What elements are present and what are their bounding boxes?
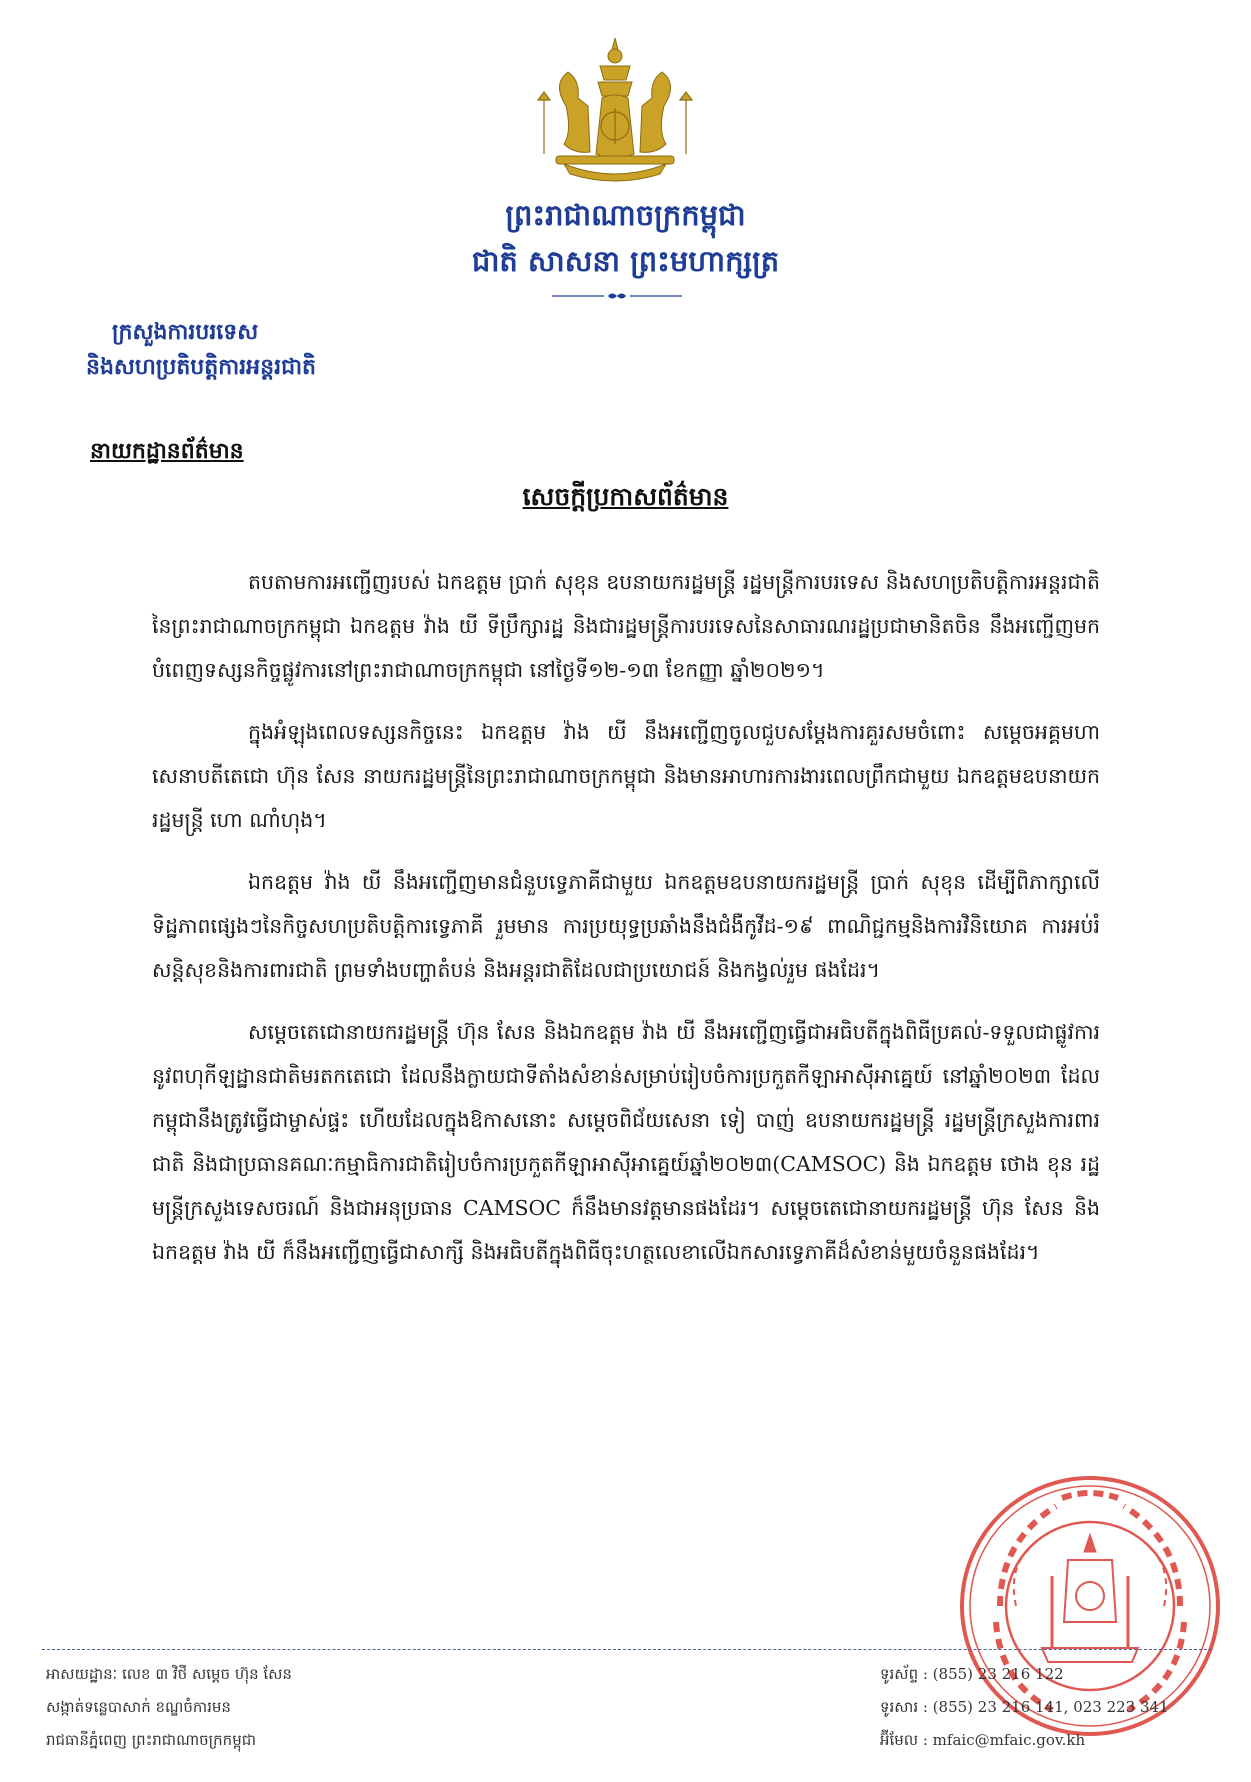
address-line: សង្កាត់ទន្លេបាសាក់ ខណ្ឌចំការមន [46,1698,231,1716]
footer-divider [42,1649,1212,1650]
phone-number: ទូរស័ព្ទ : (855) 23 216 122 [880,1665,1064,1683]
body-paragraph: ក្នុងអំឡុងពេលទស្សនកិច្ចនេះ ឯកឧត្តម វ៉ាង យី នឹងអញ្ជើញចូលជួបសម្តែងការគួរសមចំពោះ សម្តេចអគ្គមហាសេនាបតីតេជោ ហ៊ុន សែន នាយករដ្ឋមន្ត្រីនៃព្រះរាជាណាចក្រកម្ពុជា និងមានអាហារការងារពេលព្រឹកជាមួយ ឯកឧត្តមឧបនាយករដ្ឋមន្ត្រី ហោ ណាំហុង។ [152,720,1100,832]
decorative-divider-ornament [552,291,682,301]
email-address: អ៊ីមែល : mfaic@mfaic.gov.kh [880,1731,1086,1749]
ministry-name-line1: ក្រសួងការបរទេស [112,319,259,345]
body-paragraph: សម្តេចតេជោនាយករដ្ឋមន្ត្រី ហ៊ុន សែន និងឯកឧត្តម វ៉ាង យី នឹងអញ្ជើញធ្វើជាអធិបតីក្នុងពិធីប្រគល់-ទទួលជាផ្លូវការនូវពហុកីឡដ្ឋានជាតិមរតកតេជោ ដែលនឹងក្លាយជាទីតាំងសំខាន់សម្រាប់រៀបចំការប្រកួតកីឡាអាស៊ីអាគ្នេយ៍ នៅឆ្នាំ២០២៣ ដែលកម្ពុជានឹងត្រូវធ្វើជាម្ចាស់ផ្ទះ ហើយដែលក្នុងឱកាសនោះ សម្តេចពិជ័យសេនា ទៀ បាញ់ ឧបនាយករដ្ឋមន្ត្រី រដ្ឋមន្ត្រីក្រសួងការពារជាតិ និងជាប្រធានគណៈកម្មាធិការជាតិរៀបចំការប្រកួតកីឡាអាស៊ីអាគ្នេយ៍ឆ្នាំ២០២៣(CAMSOC) និង ឯកឧត្តម ថោង ខុន រដ្ឋមន្ត្រីក្រសួងទេសចរណ៍ និងជាអនុប្រធាន CAMSOC ក៏នឹងមានវត្តមានផងដែរ។ សម្តេចតេជោនាយករដ្ឋមន្ត្រី ហ៊ុន សែន និងឯកឧត្តម វ៉ាង យី ក៏នឹងអញ្ជើញធ្វើជាសាក្សី និងអធិបតីក្នុងពិធីចុះហត្ថលេខាលើឯកសារទ្វេភាគីដ៏សំខាន់មួយចំនួនផងដែរ។ [152,1020,1100,1264]
footer-contacts [880,1658,1169,1757]
department-name: នាយកដ្ឋានព័ត៌មាន [90,438,244,464]
fax-number: ទូរសារ : (855) 23 216 141, 023 223 341 [880,1698,1169,1716]
body-paragraph: តបតាមការអញ្ជើញរបស់ ឯកឧត្តម ប្រាក់ សុខុន ឧបនាយករដ្ឋមន្ត្រី រដ្ឋមន្ត្រីការបរទេស និងសហប្រតិបត្តិការអន្តរជាតិនៃព្រះរាជាណាចក្រកម្ពុជា ឯកឧត្តម វ៉ាង យី ទីប្រឹក្សារដ្ឋ និងជារដ្ឋមន្ត្រីការបរទេសនៃសាធារណរដ្ឋប្រជាមានិតចិន នឹងអញ្ជើញមកបំពេញទស្សនកិច្ចផ្លូវការនៅព្រះរាជាណាចក្រកម្ពុជា នៅថ្ងៃទី១២-១៣ ខែកញ្ញា ឆ្នាំ២០២១។ [152,570,1100,682]
footer-address [46,1658,292,1757]
ministry-name-line2: និងសហប្រតិបត្តិការអន្តរជាតិ [86,354,316,380]
address-line: រាជធានីភ្នំពេញ ព្រះរាជាណាចក្រកម្ពុជា [46,1731,256,1749]
document-title: សេចក្តីប្រកាសព័ត៌មាន [522,482,729,511]
address-line: អាសយដ្ឋានៈ លេខ ៣ វិថី សម្តេច ហ៊ុន សែន [46,1665,292,1683]
document-body [152,560,1100,1292]
royal-coat-of-arms-emblem [530,36,700,186]
national-motto-heading: ជាតិ សាសនា ព្រះមហាក្សត្រ [471,244,780,278]
kingdom-name-heading: ព្រះរាជាណាចក្រកម្ពុជា [505,198,746,232]
body-paragraph: ឯកឧត្តម វ៉ាង យី នឹងអញ្ជើញមានជំនួបទ្វេភាគីជាមួយ ឯកឧត្តមឧបនាយករដ្ឋមន្ត្រី ប្រាក់ សុខុន ដើម្បីពិភាក្សាលើទិដ្ឋភាពផ្សេងៗនៃកិច្ចសហប្រតិបត្តិការទ្វេភាគី រួមមាន ការប្រយុទ្ធប្រឆាំងនឹងជំងឺកូវីដ-១៩ ពាណិជ្ជកម្មនិងការវិនិយោគ ការអប់រំ សន្តិសុខនិងការពារជាតិ ព្រមទាំងបញ្ហាតំបន់ និងអន្តរជាតិដែលជាប្រយោជន៍ និងកង្វល់រួម ផងដែរ។ [152,870,1100,982]
